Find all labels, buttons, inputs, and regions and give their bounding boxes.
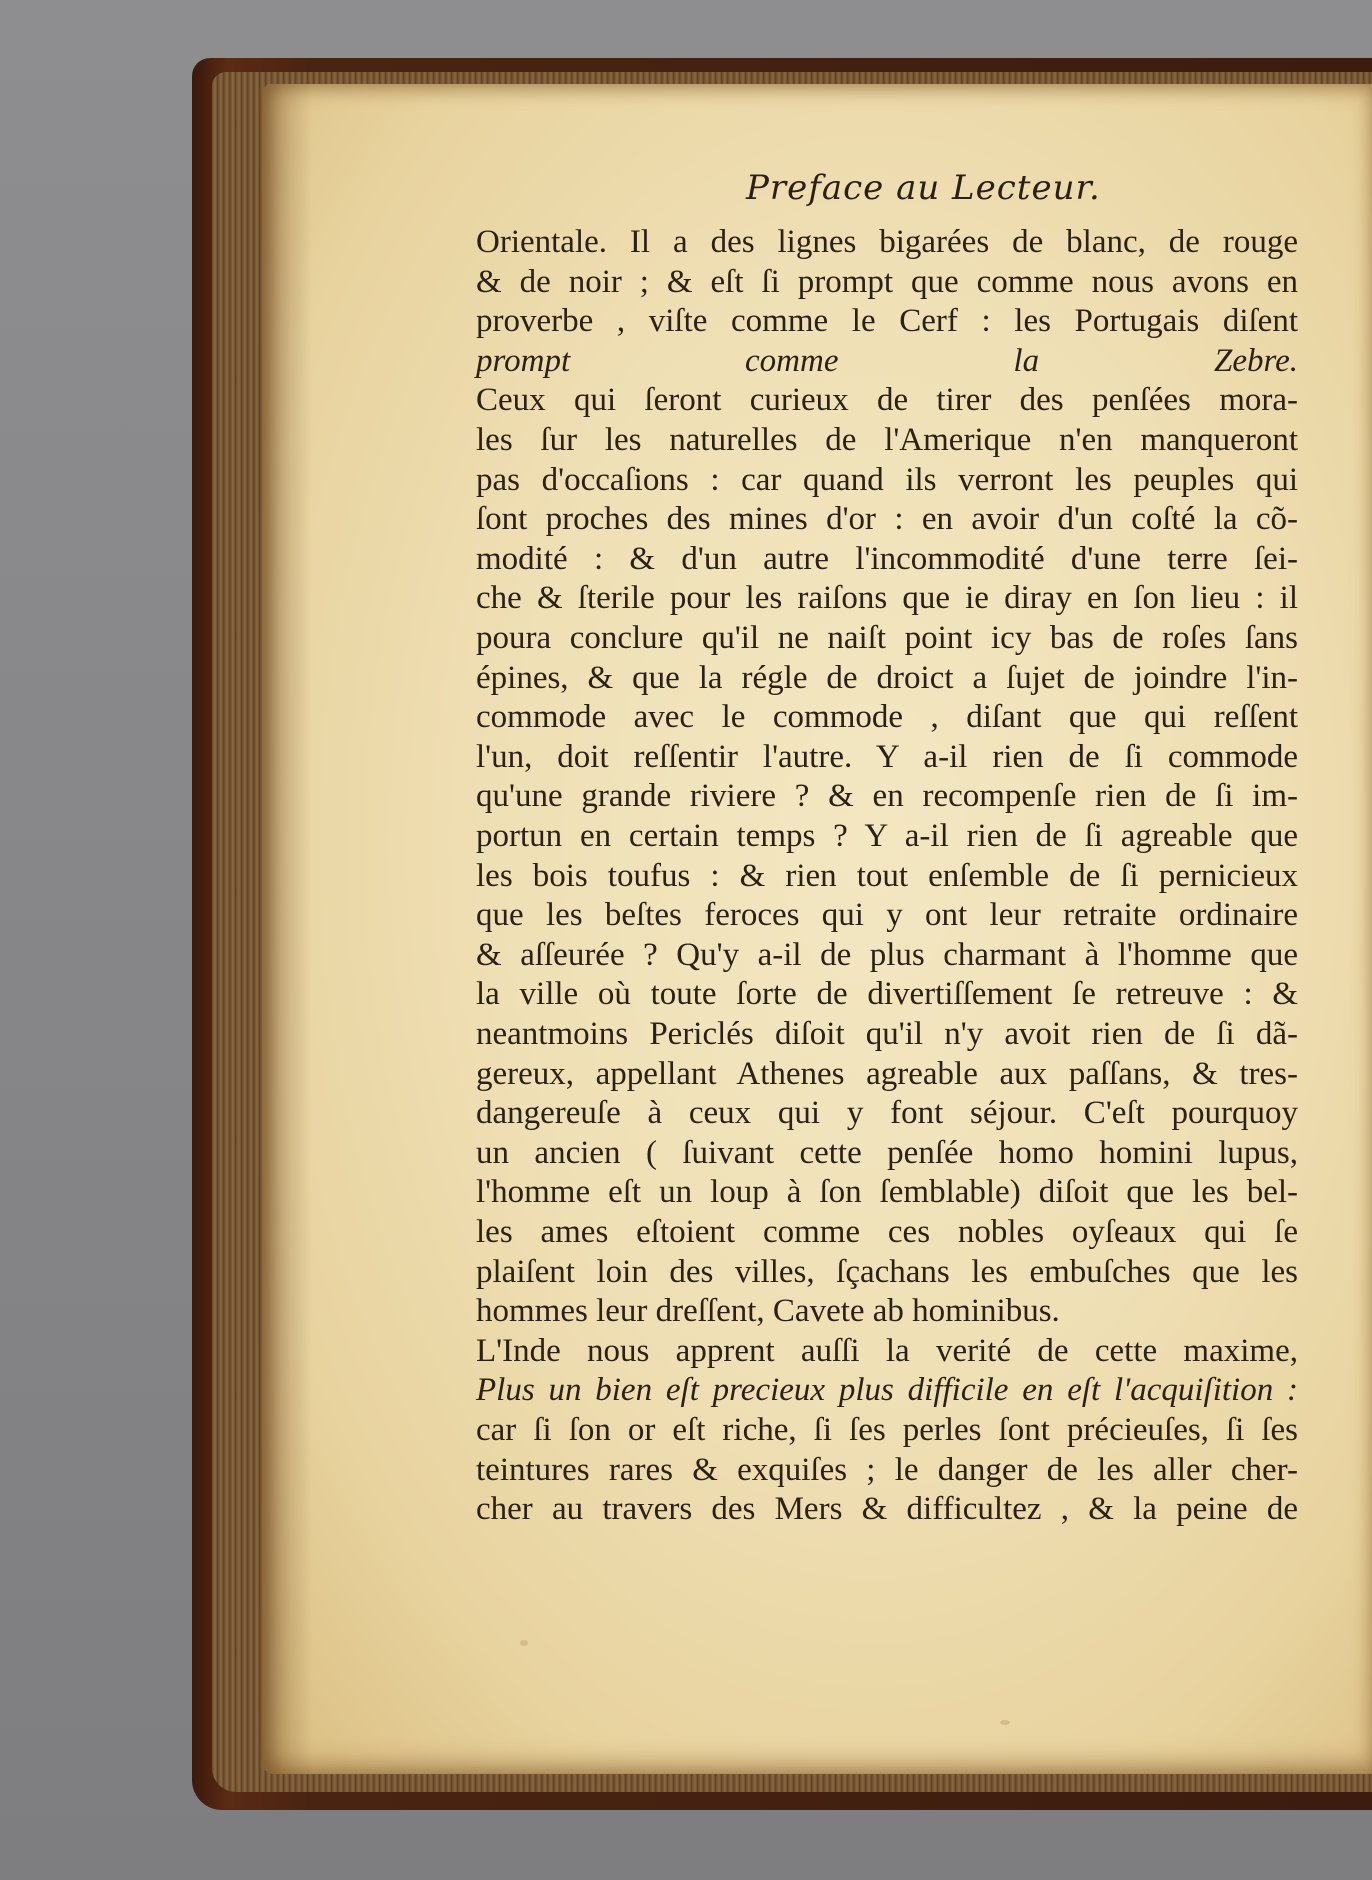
text-line: la ville où toute ſorte de divertiſſement ſe retreuve : & [476,976,1298,1013]
text-line: les bois toufus : & rien tout enſemble de ſi pernicieux [476,857,1298,894]
text-line: Ceux qui ſeront curieux de tirer des penſées mora- [476,382,1298,419]
text-line: neantmoins Periclés diſoit qu'il n'y avoit rien de ſi dã- [476,1016,1298,1052]
text-line: modité : & d'un autre l'incommodité d'une terre ſei- [476,540,1298,577]
text-line: prompt comme la Zebre. [476,342,1298,379]
text-line: teintures rares & exquiſes ; le danger de les aller cher- [476,1451,1298,1488]
text-line: Plus un bien eſt precieux plus difficile en eſt l'acquiſition : [476,1372,1298,1409]
text-line: qu'une grande riviere ? & en recompenſe rien de ſi im- [476,778,1298,815]
gutter-shadow [262,84,312,1774]
text-line: dangereuſe à ceux qui y font séjour. C'eſt pourquoy [476,1095,1298,1132]
text-line: plaiſent loin des villes, ſçachans les embuſches que les [476,1253,1298,1290]
text-line: proverbe , viſte comme le Cerf : les Portugais diſent [476,303,1298,340]
text-line: & de noir ; & eſt ſi prompt que comme nous avons en [476,263,1298,300]
running-head: Preface au Lecteur. [746,168,1101,208]
text-line: un ancien ( ſuivant cette penſée homo homini lupus, [476,1134,1298,1171]
text-line: les ames eſtoient comme ces nobles oyſeaux qui ſe [476,1214,1298,1250]
text-line: pas d'occaſions : car quand ils verront les peuples qui [476,461,1298,498]
text-line: L'Inde nous apprent auſſi la verité de cette maxime, [476,1332,1298,1369]
page-blemish [1000,1720,1010,1725]
page-blemish [520,1640,528,1646]
text-line: ſont proches des mines d'or : en avoir d'un coſté la cõ- [476,501,1298,538]
text-line: hommes leur dreſſent, Cavete ab hominibus. [476,1293,1060,1330]
text-line: gereux, appellant Athenes agreable aux paſſans, & tres- [476,1055,1298,1092]
text-line: poura conclure qu'il ne naiſt point icy bas de roſes ſans [476,620,1298,656]
text-line: commode avec le commode , diſant que qui reſſent [476,699,1298,736]
text-line: les ſur les naturelles de l'Amerique n'en manqueront [476,422,1298,458]
text-line: l'un, doit reſſentir l'autre. Y a-il rien de ſi commode [476,738,1298,775]
text-line: cher au travers des Mers & difficultez , & la peine de [476,1491,1298,1528]
text-line: car ſi ſon or eſt riche, ſi ſes perles ſont précieuſes, ſi ſes [476,1412,1298,1448]
text-line: portun en certain temps ? Y a-il rien de ſi agreable que [476,818,1298,854]
text-line: che & ſterile pour les raiſons que ie diray en ſon lieu : il [476,580,1298,617]
text-line: & aſſeurée ? Qu'y a-il de plus charmant à l'homme que [476,936,1298,973]
text-line: l'homme eſt un loup à ſon ſemblable) diſoit que les bel- [476,1174,1298,1211]
text-line: Orientale. Il a des lignes bigarées de blanc, de rouge [476,224,1298,260]
text-line: épines, & que la régle de droict a ſujet de joindre l'in- [476,659,1298,696]
text-line: que les beſtes feroces qui y ont leur retraite ordinaire [476,897,1298,934]
